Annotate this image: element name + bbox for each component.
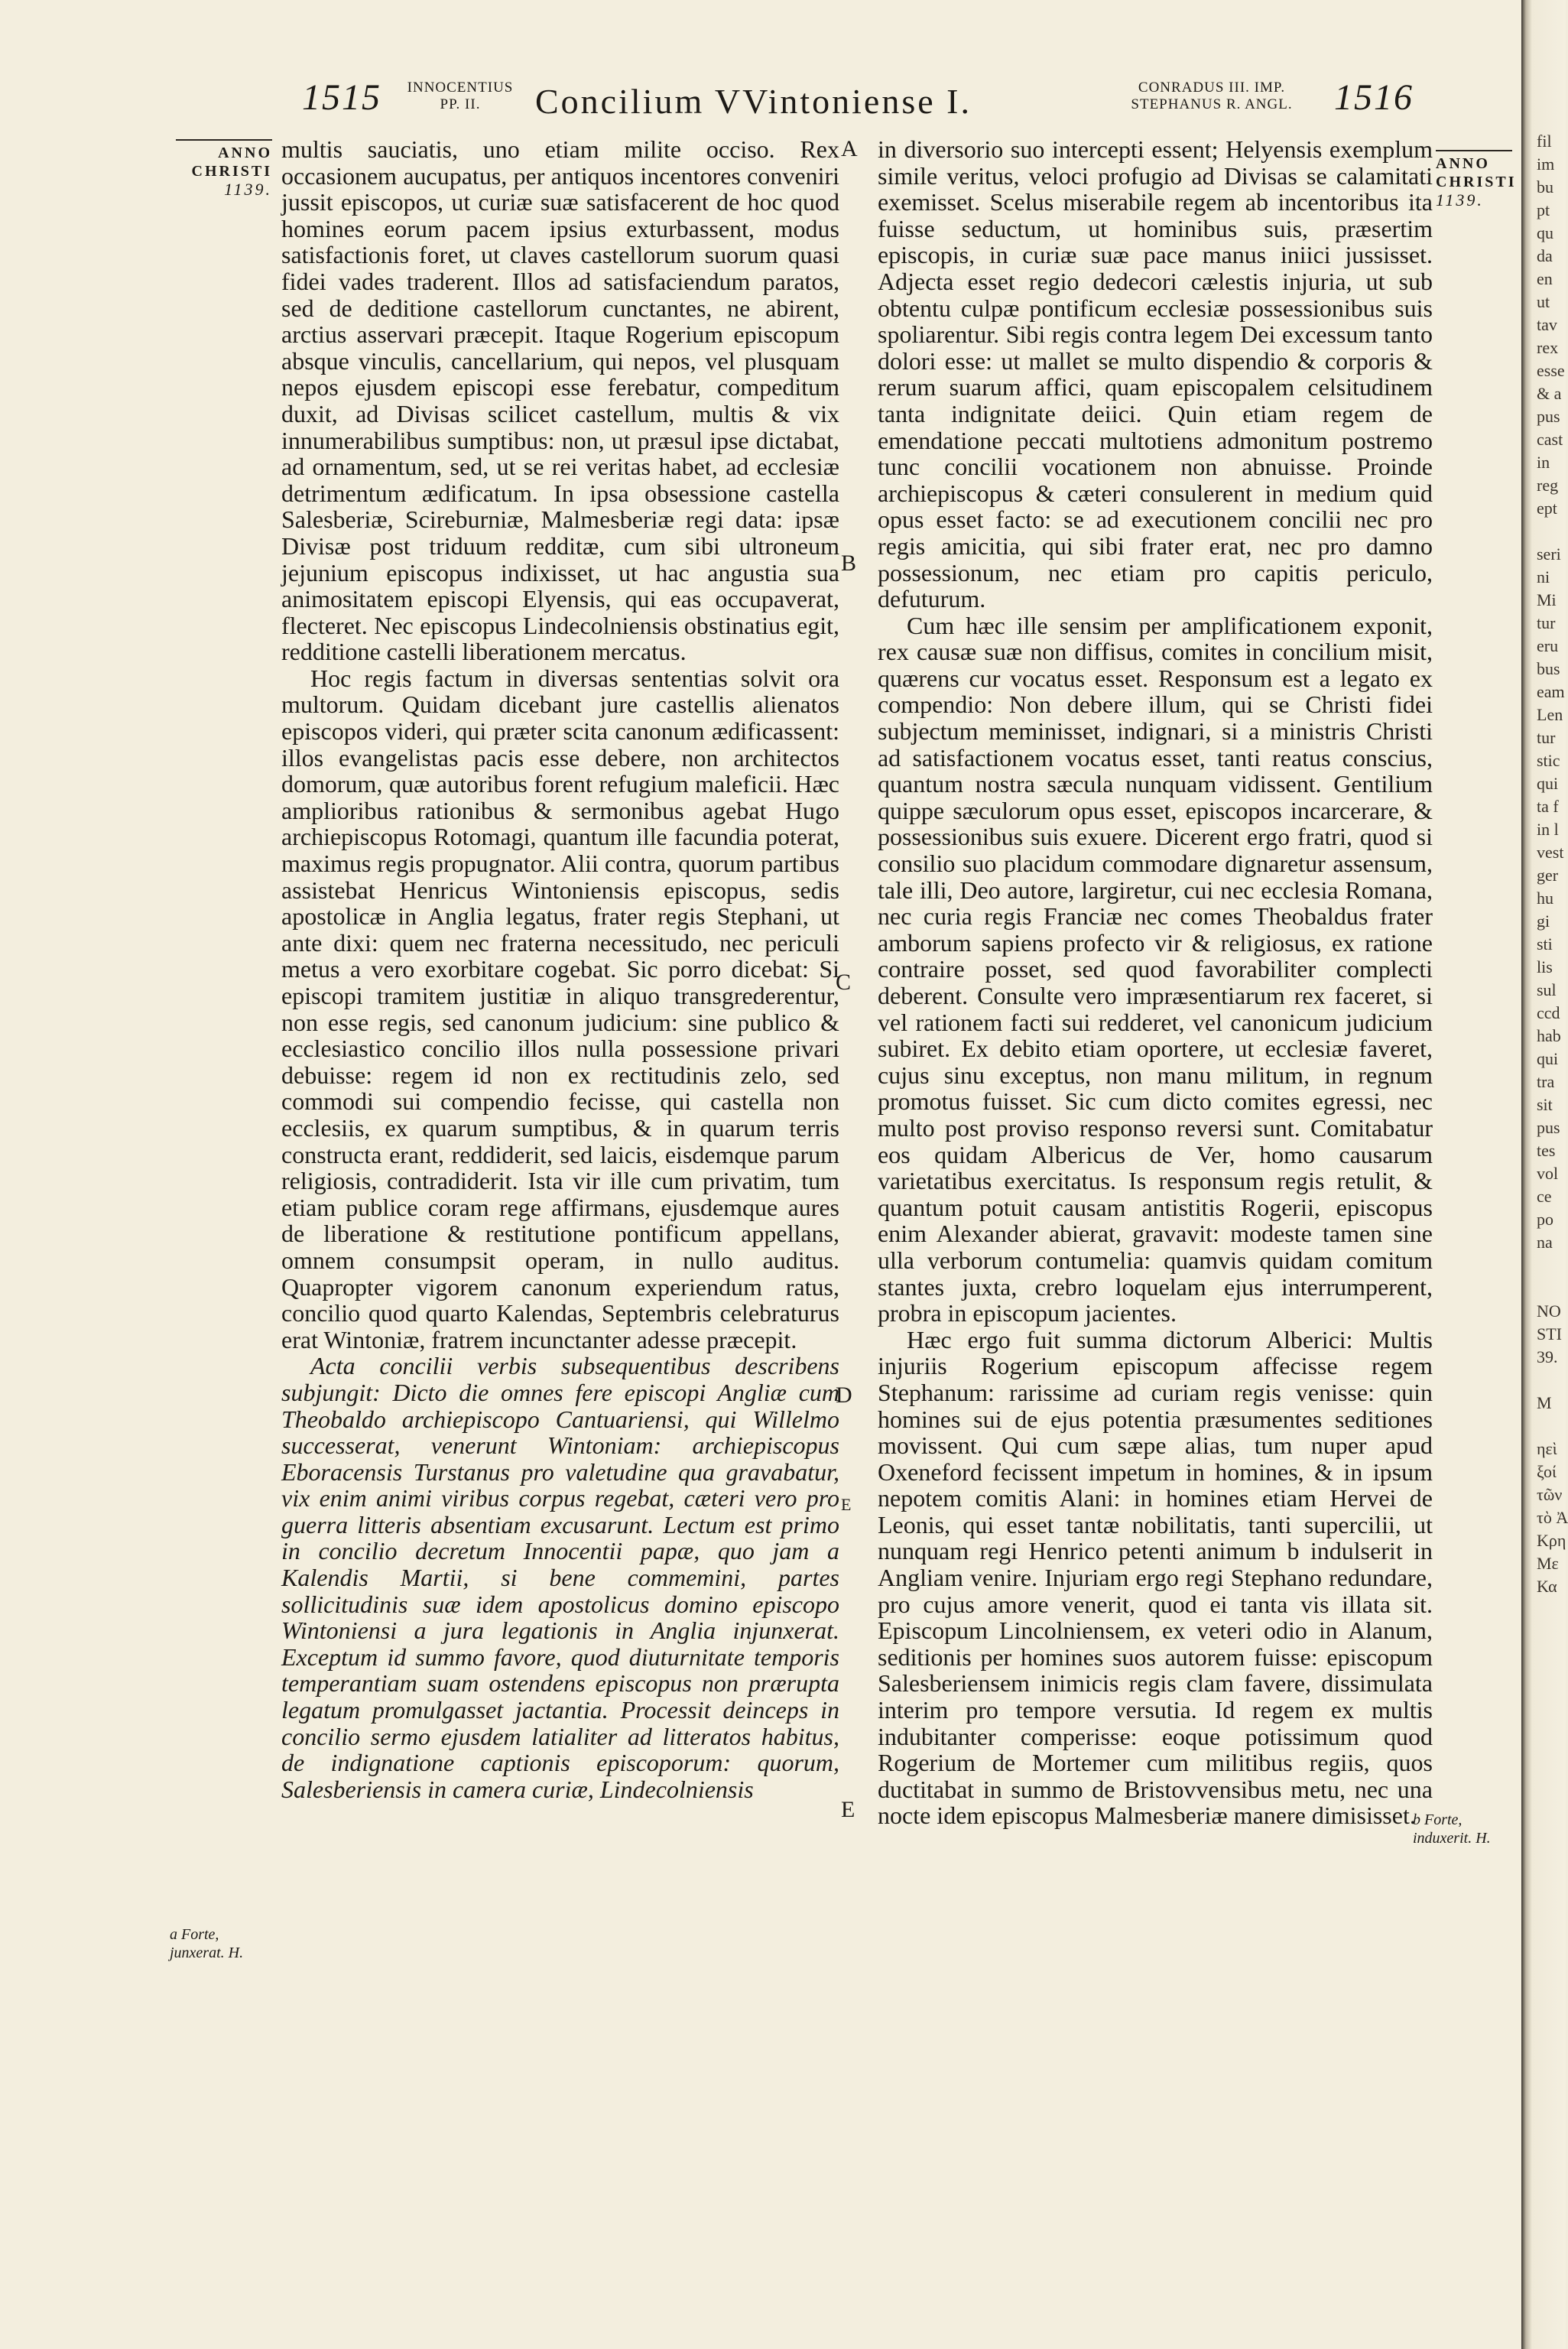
next-page-fragment (1537, 130, 1568, 1598)
year-note-word: ANNO (218, 145, 272, 161)
year-note-year: 1139. (224, 180, 272, 199)
gutter-fragment: Len (1537, 705, 1563, 724)
paragraph: in diversorio suo intercepti essent; Helyensis exemplum simile veritus, veloci profugio ad Divisas se calamitati exemisset. Scelus miserabile regem ab incentoribus ita fuisse seductum, ut hominibus suis, præsertim episcopis, in curiæ suæ pace manus iniici jussisset. Adjecta esset regio dedecori cælestis injuria, ut sub obtentu culpæ pontificum ecclesiæ possessionibus suis spoliarentur. Sibi regis contra legem Dei excessum tanto dolori esse: ut mallet se multo dispendio & corporis & rerum suarum affici, quam episcopalem celsitudinem tanta indignitate deiici. Quin etiam regem de emendatione peccati multotiens admonitum postremo tunc concilii vocationem non abnuisse. Proinde archiepiscopus & cæteri consulerent in medium quid opus esset facto: se ad executionem concilii nec pro regis amicitia, qui sibi frater erat, nec pro damno possessionum, nec etiam pro capitis periculo, defuturum. (878, 135, 1433, 613)
text-column-right (878, 136, 1433, 1829)
gutter-fragment: STI (1537, 1324, 1562, 1343)
gutter-fragment (1537, 1369, 1564, 1392)
gutter-fragment: qu (1537, 223, 1553, 242)
gutter-fragment: pt (1537, 200, 1550, 219)
gutter-fragment: & a (1537, 384, 1562, 403)
gutter-fragment: ηεὶ (1537, 1439, 1557, 1458)
year-note-rule (1436, 150, 1512, 151)
section-letter: D (836, 1382, 852, 1408)
gutter-fragment: vest (1537, 843, 1564, 862)
gutter-fragment: bu (1537, 177, 1553, 197)
gutter-fragment: cast (1537, 430, 1563, 449)
year-note-word: CHRISTI (191, 163, 272, 180)
gutter-fragment: in (1537, 453, 1550, 472)
gutter-fragment: pus (1537, 407, 1560, 426)
gutter-fragment: na (1537, 1233, 1553, 1252)
year-note-left (176, 139, 272, 199)
paragraph: Cum hæc ille sensim per amplificationem exponit, rex causæ suæ non diffisus, comites in concilium misit, quærens cur vocatus esset. Responsum est a legato ex compendio: Non debere illum, qui se Christi fidei subjectum meminisset, indignari, si a ministris Christi ad satisfactionem vocatus esset, tanti reatus conscius, quantum nostra sæcula nunquam vidissent. Gentilium quippe sæculorum opus esset, episcopos incarcerare, & possessionibus suis exuere. Dicerent ergo fratri, quod si consilio suo placidum commodare dignaretur assensum, tale illi, Deo autore, largiretur, cui nec ecclesia Romana, nec curia regis Franciæ nec comes Theobaldus frater amborum sapiens profecto vir & religiosus, ex ratione contraire posset, sed quod favorabiliter complecti deberent. Consulte vero impræsentiarum rex faceret, si vel rationem facti sui redderet, vel canonicum judicium subiret. Ex debito etiam oportere, ut ecclesiæ faveret, cujus sinu exceptus, non manu militum, in regnum promotus fuisset. Sic cum dicto comites egressi, nec multo post proviso responso reversi sunt. Comitabatur eos quidam Albericus de Ver, homo causarum varietatibus exercitatus. Is responsum regis retulit, & quantum potuit causam antistitis Rogerii, episcopus enim Alexander abierat, gravavit: modeste tamen sine ulla verborum contumelia: quamvis quidam comitum stantes juxta, crebro loquelam ejus interrumperent, probra in episcopum jacientes. (878, 611, 1433, 1327)
gutter-fragment: 39. (1537, 1347, 1558, 1366)
paragraph: Acta concilii verbis subsequentibus describens subjungit: Dicto die omnes fere episcopi Angliæ cum Theobaldo archiepiscopo Cantuariensi, qui Willelmo successerat, venerunt Wintoniam: archiepiscopus Eboracensis Turstanus pro valetudine qua gravabatur, vix enim animi viribus corpus regebat, cæteri vero pro guerra litteris absentiam excusarunt. Lectum est primo in concilio decretum Innocentii papæ, quo jam a Kalendis Martii, si bene commemini, partes sollicitudinis suæ idem apostolicus domino episcopo Wintoniensi a jura legationis in Anglia injunxerat. Exceptum id summo favore, quod diuturnitate temporis temperantiam suam ostendens episcopus non prærupta legatum promulgasset jactantia. Processit deinceps in concilio sermo ejusdem latialiter ad litteratos habitus, de indignatione captionis episcoporum: quorum, Salesberiensis in camera curiæ, Lindecolniensis (281, 1352, 839, 1803)
gutter-fragment: hab (1537, 1026, 1561, 1045)
section-letter: C (836, 970, 852, 995)
gutter-fragment: τῶν (1537, 1485, 1563, 1504)
gutter-fragment: gi (1537, 911, 1550, 931)
section-letter: E (841, 1495, 852, 1514)
gutter-fragment: tur (1537, 613, 1556, 632)
rulers-header (1105, 80, 1319, 113)
gutter-fragment: eam (1537, 682, 1565, 701)
section-letter: E (841, 1797, 855, 1822)
gutter-fragment (1537, 1254, 1564, 1277)
gutter-fragment: ut (1537, 292, 1550, 311)
footnote-left: a Forte, junxerat. H. (170, 1926, 244, 1961)
paragraph: Hæc ergo fuit summa dictorum Alberici: Multis injuriis Rogerium episcopum affecisse regem Stephanum: rarissime ad curiam regis venisse: quin homines sui de ejus potentia præsumentes seditiones movissent. Qui cum sæpe alias, tum nuper apud Oxeneford fecissent impetum in homines, & in ipsum nepotem comitis Alani: in homines etiam Hervei de Leonis, qui esset tantæ nobilitatis, tanti supercilii, ut nunquam regi Henrico petenti animum b indulserit in Angliam venire. Injuriam ergo regi Stephano redundare, pro cujus amore venerit, quod ei tanta vis illata sit. Episcopum Lincolniensem, ex veteri odio in Alanum, seditionis per homines suos autorem fuisse: episcopum Salesberiensem inimicis regis clam favere, dissimulata interim pro tempore versutia. Id regem ex multis indubitanter comperisse: eoque potissimum quod Rogerium de Mortemer cum militibus regiis, quos ductitabat in summo de Bristovvensibus metu, nec una nocte idem episcopus Malmesberiæ manere dimisisset. (878, 1325, 1433, 1830)
gutter-fragment: bus (1537, 659, 1560, 678)
gutter-fragment: ce (1537, 1187, 1552, 1206)
gutter-fragment: tra (1537, 1072, 1555, 1091)
gutter-fragment (1537, 1277, 1564, 1300)
year-note-word: ANNO (1436, 155, 1490, 172)
gutter-fragment: en (1537, 269, 1553, 288)
emperor-name: CONRADUS III. IMP. (1138, 80, 1286, 96)
gutter-fragment: tur (1537, 728, 1556, 747)
gutter-fragment: fil (1537, 132, 1552, 151)
gutter-fragment: qui (1537, 1049, 1559, 1068)
year-note-right (1436, 150, 1517, 210)
gutter-fragment: po (1537, 1210, 1553, 1229)
gutter-fragment: esse (1537, 361, 1565, 380)
year-note-rule (176, 139, 272, 141)
gutter-fragment: rex (1537, 338, 1559, 357)
gutter-fragment: vol (1537, 1164, 1559, 1183)
year-note-year: 1139. (1436, 190, 1484, 210)
king-name: STEPHANUS R. ANGL. (1131, 96, 1293, 112)
gutter-fragment: NO (1537, 1301, 1561, 1321)
gutter-fragment: lis (1537, 957, 1553, 976)
gutter-fragment: in l (1537, 820, 1559, 839)
gutter-fragment: da (1537, 246, 1553, 265)
gutter-fragment: Κα (1537, 1577, 1557, 1596)
pope-name: INNOCENTIUS (407, 80, 514, 96)
gutter-fragment: ept (1537, 499, 1557, 518)
gutter-fragment: ni (1537, 567, 1550, 586)
footnote-right: b Forte, induxerit. H. (1413, 1811, 1491, 1847)
gutter-fragment: seri (1537, 544, 1561, 564)
gutter-fragment: tav (1537, 315, 1557, 334)
page-number-right: 1516 (1334, 77, 1414, 118)
gutter-fragment: stic (1537, 751, 1560, 770)
gutter-fragment: M (1537, 1393, 1552, 1412)
text-column-left (281, 136, 839, 1802)
paragraph: Hoc regis factum in diversas sententias solvit ora multorum. Quidam dicebant jure castellis alienatos episcopos videri, qui præter scita canonum ædificassent: illos evangelistas pacis esse debere, non architectos domorum, quæ autoribus forent refugium maleficii. Hæc amplioribus rationibus & sermonibus agebat Hugo archiepiscopus Rotomagi, quantum ille facundia poterat, maximus regis propugnator. Alii contra, quorum partibus assistebat Henricus Wintoniensis episcopus, sedis apostolicæ in Anglia legatus, frater regis Stephani, ut ante dixi: quem nec fraterna necessitudo, nec periculi metus a vero exorbitare cogebat. Sic porro dicebat: Si episcopi tramitem justitiæ in aliquo transgrederentur, non esse regis, sed canonum judicium: sine publico & ecclesiastico concilio illos nulla possessione privari debuisse: regem id non ex rectitudinis zelo, sed commodi sui compendio fecisse, qui castella non ecclesiis, ex quarum sumptibus, & in quarum terris constructa erant, reddiderit, sed laicis, eisdemque parum religiosis, contradiderit. Ista vir ille cum privatim, tum etiam publice coram rege affirmans, ejusdemque aures de liberatione & restitutione pontificum appellans, omnem consumpsit operam, in nullo auditus. Quapropter vigorem canonum experiendum ratus, concilio quod quarto Kalendas, Septembris celebraturus erat Wintoniæ, fratrem incunctanter adesse præcepit. (281, 664, 839, 1353)
gutter-fragment: eru (1537, 636, 1559, 655)
running-title: Concilium VVintoniense I. (535, 82, 972, 121)
gutter-fragment: pus (1537, 1118, 1560, 1137)
gutter-fragment: ta f (1537, 797, 1559, 816)
paragraph: multis sauciatis, uno etiam milite occiso. Rex occasionem aucupatus, per antiquos incentores conveniri jussit episcopos, ut curiæ suæ satisfacerent de hoc quod homines eorum pacem ipsius exturbassent, modus satisfactionis foret, ut claves castellorum suorum quasi fidei vades traderent. Illos ad satisfaciendum paratos, sed de deditione castellorum cunctantes, ne abirent, arctius asservari præcepit. Itaque Rogerium episcopum absque vinculis, cancellarium, qui nepos, vel plusquam nepos ejusdem episcopi esse ferebatur, compeditum duxit, ad Divisas scilicet castellum, multis & vix innumerabilibus sumptibus: non, ut præsul ipse dictabat, ad ornamentum, sed, ut se rei veritas habet, ad ecclesiæ detrimentum ædificatum. In ipsa obsessione castella Salesberiæ, Scireburniæ, Malmesberiæ regi data: ipsæ Divisæ post triduum redditæ, cum sibi ultroneum jejunium episcopus indixisset, ut hac angustia sua animositatem episcopi Elyensis, qui eas occupaverat, flecteret. Nec episcopus Lindecolniensis obstinatius egit, redditione castelli liberationem mercatus. (281, 135, 839, 666)
page-number-left: 1515 (302, 77, 381, 118)
gutter-fragment (1537, 520, 1564, 543)
gutter-fragment (1537, 1415, 1564, 1438)
gutter-fragment: sit (1537, 1095, 1553, 1114)
year-note-word: CHRISTI (1436, 174, 1517, 190)
gutter-fragment: tes (1537, 1141, 1556, 1160)
gutter-fragment: qui (1537, 774, 1559, 793)
gutter-fragment: hu (1537, 889, 1553, 908)
gutter-fragment: sul (1537, 980, 1557, 999)
pope-number: PP. II. (440, 96, 481, 112)
gutter-fragment: ccd (1537, 1003, 1560, 1022)
section-letter: B (841, 551, 857, 576)
gutter-fragment: Με (1537, 1554, 1559, 1573)
pope-header (399, 80, 521, 113)
gutter-fragment: τὸ Ἀ (1537, 1508, 1568, 1527)
gutter-fragment: reg (1537, 476, 1559, 495)
gutter-fragment: sti (1537, 934, 1553, 954)
gutter-fragment: im (1537, 154, 1555, 174)
gutter-fragment: Mi (1537, 590, 1557, 609)
section-letter: A (841, 136, 858, 161)
gutter-fragment: ξοί (1537, 1462, 1557, 1481)
gutter-fragment: ger (1537, 866, 1559, 885)
gutter-fragment: Κρη (1537, 1531, 1566, 1550)
